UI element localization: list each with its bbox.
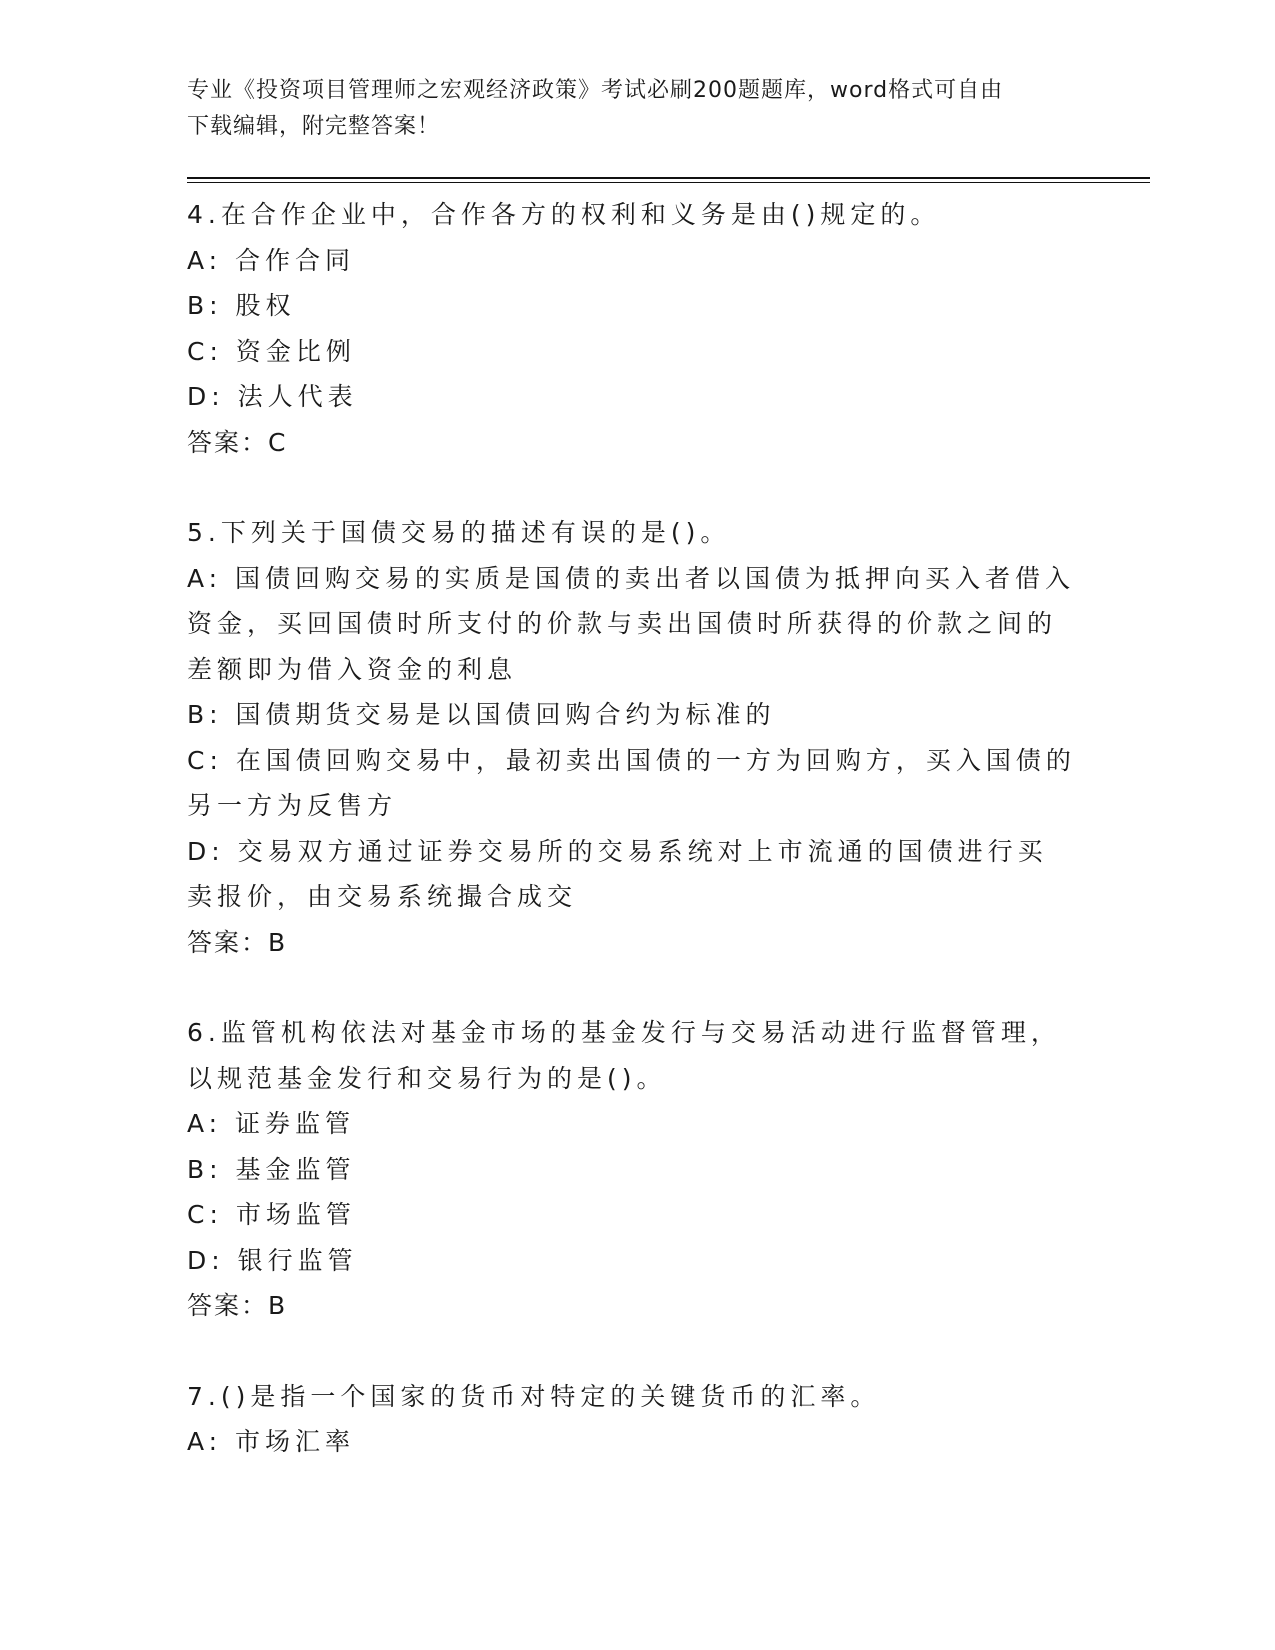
question-stem: 7.()是指一个国家的货币对特定的关键货币的汇率。 [187, 1381, 881, 1411]
option-c: C: 资金比例 [187, 336, 356, 366]
option-b: B: 国债期货交易是以国债回购合约为标准的 [187, 700, 776, 729]
answer-line: 答案：B [187, 1291, 288, 1320]
question-6 [187, 1010, 1077, 1329]
option-d: D: 银行监管 [187, 1245, 358, 1275]
answer-line: 答案：B [187, 927, 288, 957]
option-a: A: 国债回购交易的实质是国债的卖出者以国债为抵押向买入者借入资金，买回国债时所支付的价款与卖出国债时所获得的价款之间的差额即为借入资金的利息 [187, 563, 1076, 684]
document-header [187, 73, 1087, 145]
option-a: A: 市场汇率 [187, 1427, 356, 1456]
question-stem: 4.在合作企业中，合作各方的权利和义务是由()规定的。 [187, 200, 941, 229]
header-title-line-1: 专业《投资项目管理师之宏观经济政策》考试必刷200题题库，word格式可自由 [187, 78, 1004, 103]
question-5 [187, 510, 1077, 965]
option-c: C: 在国债回购交易中，最初卖出国债的一方为回购方，买入国债的另一方为反售方 [187, 745, 1076, 820]
answer-line: 答案：C [187, 427, 288, 457]
option-a: A: 证券监管 [187, 1109, 356, 1138]
option-d: D: 法人代表 [187, 382, 358, 411]
question-7 [187, 1374, 1077, 1465]
header-divider-thick [187, 177, 1150, 179]
question-stem: 5.下列关于国债交易的描述有误的是()。 [187, 518, 731, 547]
option-c: C: 市场监管 [187, 1200, 356, 1229]
option-b: B: 股权 [187, 291, 296, 320]
header-divider-thin [187, 182, 1150, 183]
option-d: D: 交易双方通过证券交易所的交易系统对上市流通的国债进行买卖报价，由交易系统撮合成交 [187, 836, 1048, 911]
question-stem: 6.监管机构依法对基金市场的基金发行与交易活动进行监督管理，以规范基金发行和交易行为的是()。 [187, 1018, 1061, 1093]
question-4 [187, 192, 1077, 465]
option-b: B: 基金监管 [187, 1154, 356, 1184]
question-list [187, 192, 1077, 1465]
header-title-line-2: 下载编辑，附完整答案！ [187, 114, 441, 139]
option-a: A: 合作合同 [187, 245, 356, 275]
